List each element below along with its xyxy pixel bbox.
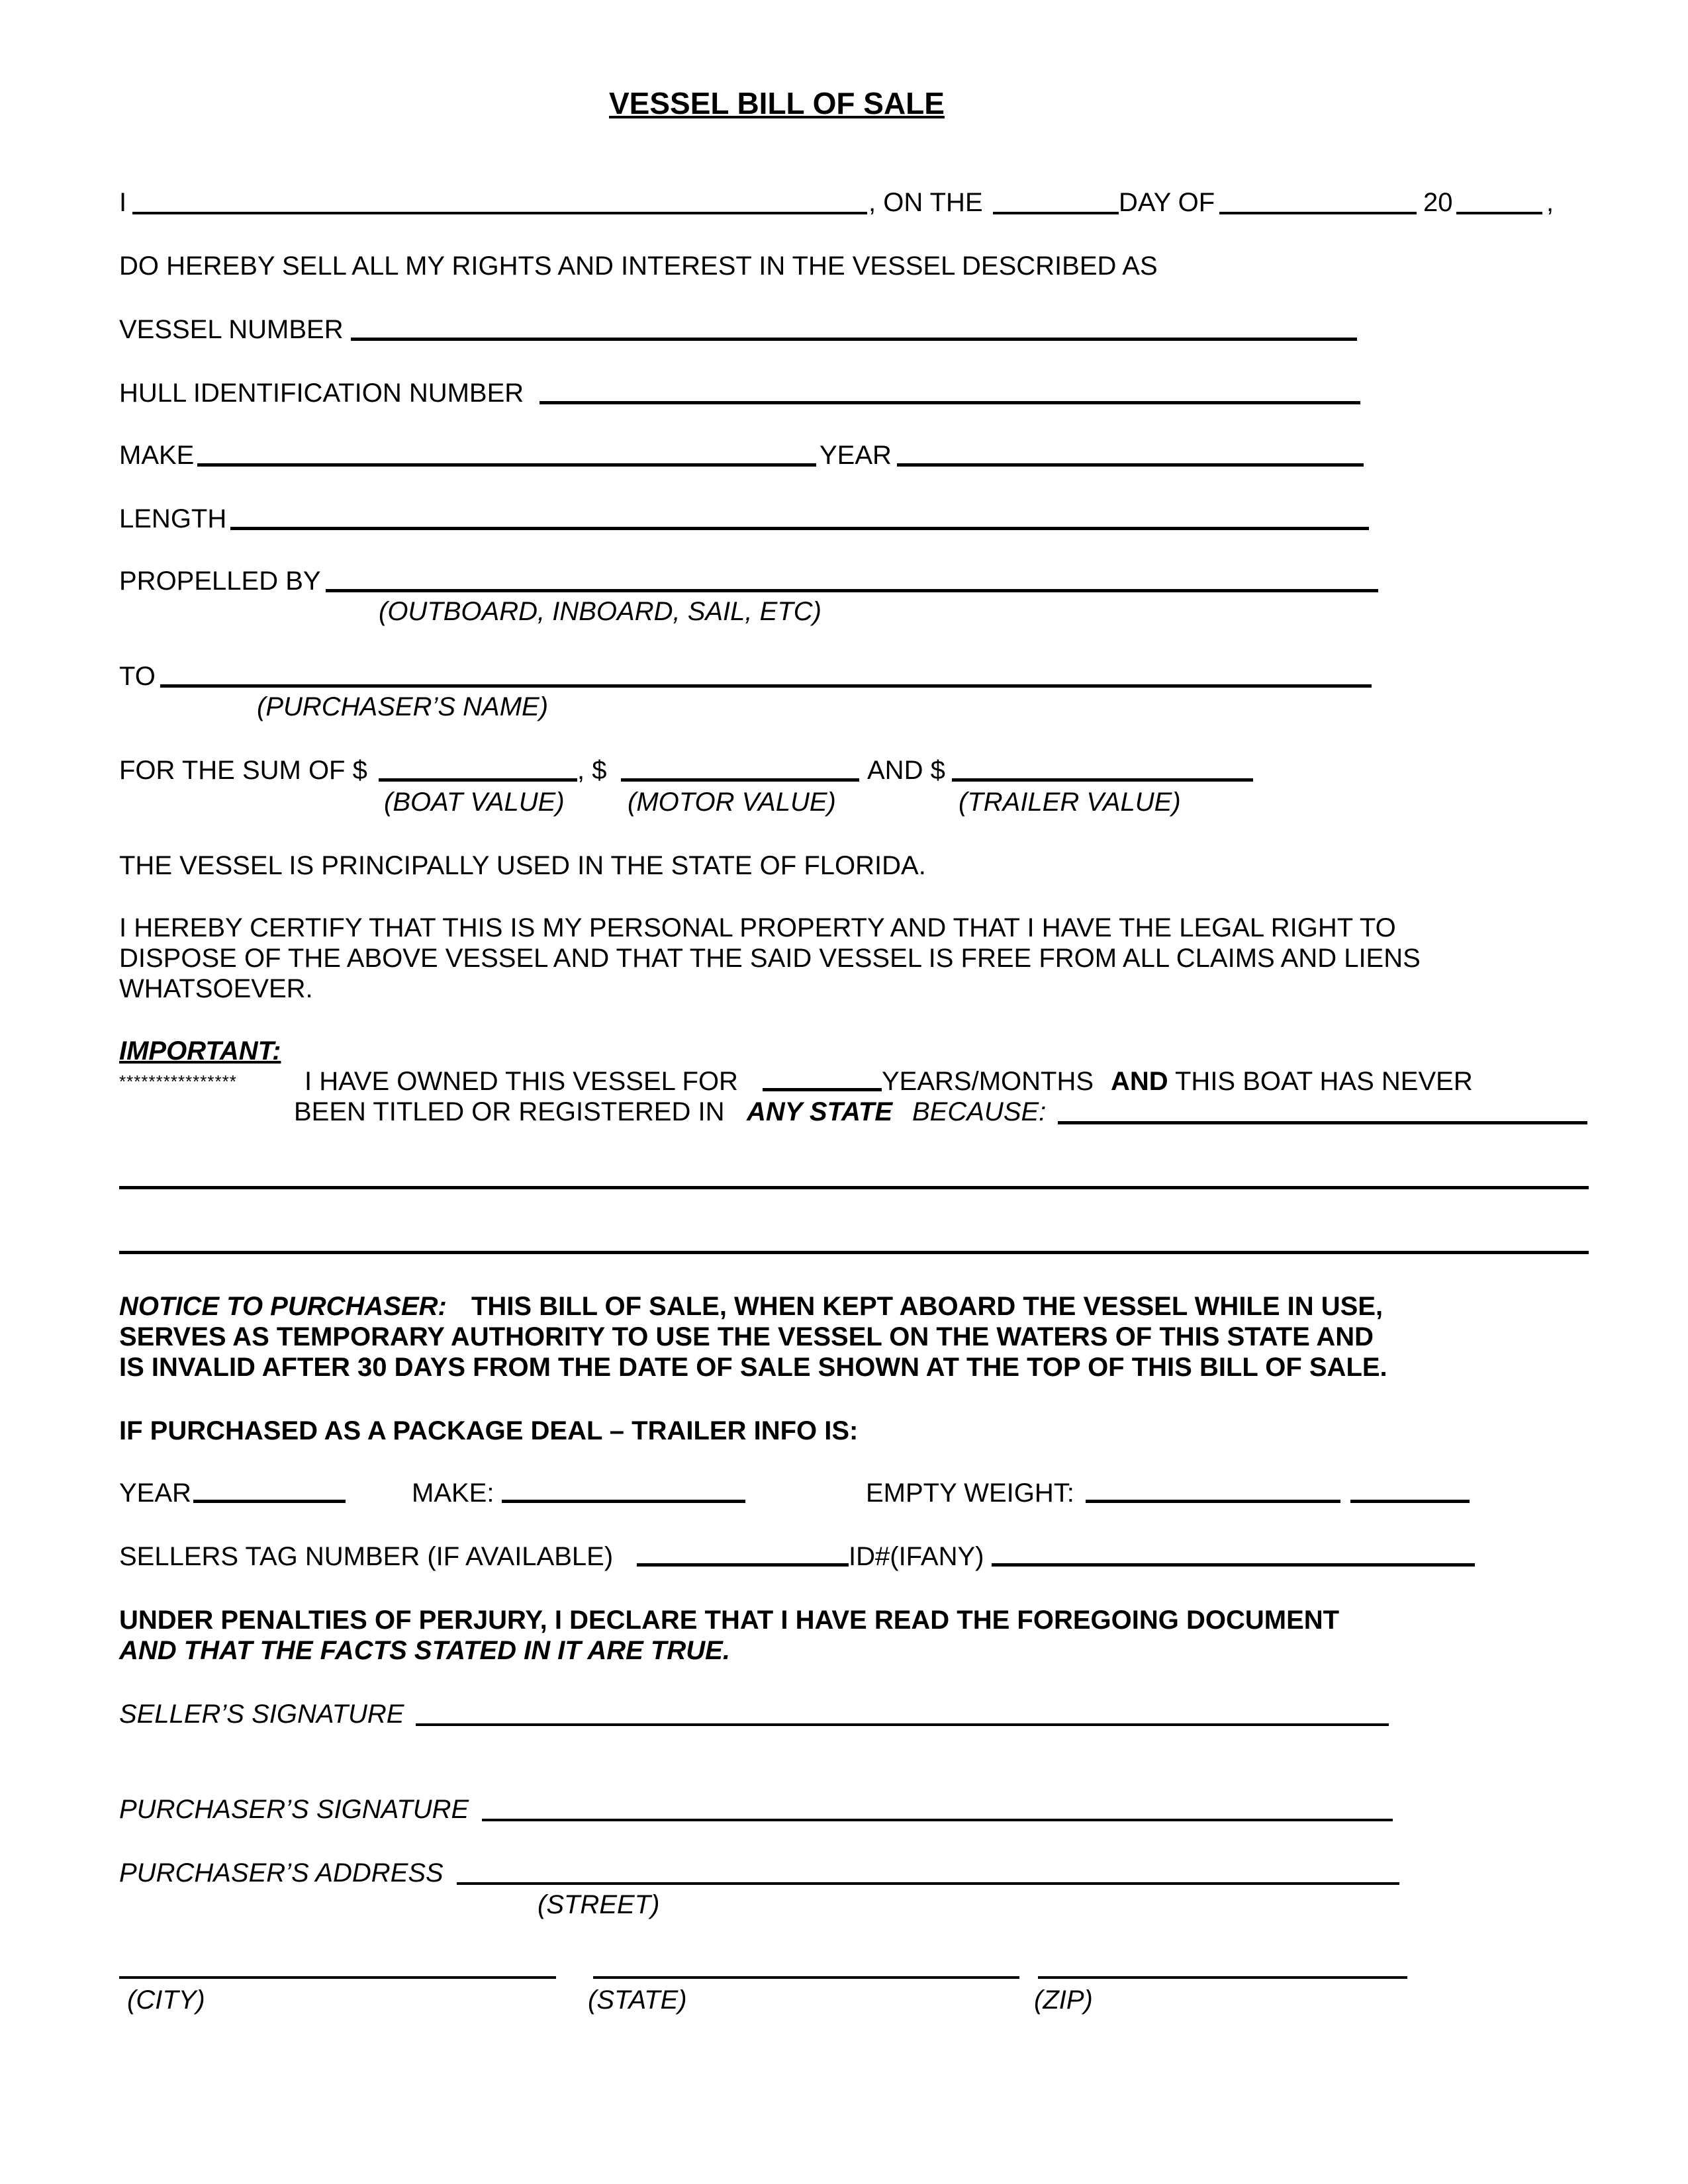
- zip-hint: (ZIP): [1034, 1985, 1093, 2015]
- propelled-by-label: PROPELLED BY: [119, 567, 321, 596]
- sellers-tag-field[interactable]: [637, 1563, 849, 1567]
- seller-prefix-label: I: [119, 188, 127, 217]
- empty-weight-unit-field[interactable]: [1350, 1500, 1470, 1503]
- certify-line-1: I HEREBY CERTIFY THAT THIS IS MY PERSONAL PROPERTY AND THAT I HAVE THE LEGAL RIGHT TO: [119, 913, 1396, 942]
- hereby-sell-text: DO HEREBY SELL ALL MY RIGHTS AND INTEREST IN THE VESSEL DESCRIBED AS: [119, 251, 1158, 281]
- id-field[interactable]: [992, 1563, 1475, 1567]
- year-field[interactable]: [897, 463, 1364, 467]
- package-deal-heading: IF PURCHASED AS A PACKAGE DEAL – TRAILER INFO IS:: [119, 1416, 859, 1445]
- empty-weight-field[interactable]: [1086, 1500, 1340, 1503]
- because-label: BECAUSE:: [912, 1097, 1047, 1126]
- trailer-make-field[interactable]: [502, 1500, 745, 1503]
- boat-value-field[interactable]: [379, 778, 577, 782]
- year-label: YEAR: [820, 441, 892, 470]
- principally-used-text: THE VESSEL IS PRINCIPALLY USED IN THE STATE OF FLORIDA.: [119, 851, 926, 880]
- vessel-number-field[interactable]: [351, 338, 1357, 341]
- vessel-number-label: VESSEL NUMBER: [119, 315, 344, 344]
- owned-for-label: I HAVE OWNED THIS VESSEL FOR: [305, 1067, 738, 1096]
- trailer-year-label: YEAR: [119, 1479, 191, 1508]
- seller-name-field[interactable]: [132, 212, 867, 214]
- length-label: LENGTH: [119, 504, 227, 533]
- purchaser-street-field[interactable]: [457, 1882, 1399, 1885]
- state-hint: (STATE): [588, 1985, 687, 2015]
- motor-value-hint: (MOTOR VALUE): [628, 788, 836, 817]
- purchaser-address-label: PURCHASER’S ADDRESS: [119, 1858, 444, 1888]
- on-the-label: , ON THE: [868, 188, 983, 217]
- purchaser-signature-label: PURCHASER’S SIGNATURE: [119, 1795, 469, 1824]
- length-field[interactable]: [230, 527, 1369, 530]
- motor-value-field[interactable]: [621, 778, 859, 782]
- notice-line-2: SERVES AS TEMPORARY AUTHORITY TO USE THE VESSEL ON THE WATERS OF THIS STATE AND: [119, 1322, 1374, 1351]
- trailer-value-field[interactable]: [952, 778, 1253, 782]
- for-the-sum-label: FOR THE SUM OF $: [119, 756, 367, 785]
- make-field[interactable]: [197, 463, 816, 467]
- purchaser-signature-field[interactable]: [482, 1819, 1393, 1821]
- day-field[interactable]: [993, 212, 1119, 214]
- boat-value-hint: (BOAT VALUE): [384, 788, 565, 817]
- trailer-make-label: MAKE:: [412, 1479, 494, 1508]
- and-dollar-label: AND $: [867, 756, 945, 785]
- comma-dollar-label: , $: [577, 756, 607, 785]
- propelled-by-field[interactable]: [326, 589, 1378, 592]
- year-suffix-field[interactable]: [1456, 212, 1542, 214]
- id-label: ID#(IFANY): [849, 1542, 984, 1571]
- city-hint: (CITY): [127, 1985, 205, 2015]
- state-field[interactable]: [593, 1976, 1019, 1979]
- year-prefix-label: 20: [1423, 188, 1453, 217]
- because-continuation-field-2[interactable]: [119, 1251, 1589, 1254]
- month-field[interactable]: [1219, 212, 1417, 214]
- because-continuation-field-1[interactable]: [119, 1186, 1589, 1189]
- seller-signature-field[interactable]: [416, 1723, 1389, 1726]
- perjury-line-2: AND THAT THE FACTS STATED IN IT ARE TRUE.: [119, 1636, 730, 1665]
- day-of-label: DAY OF: [1119, 188, 1215, 217]
- make-label: MAKE: [119, 441, 195, 470]
- purchaser-name-hint: (PURCHASER’S NAME): [257, 692, 549, 721]
- notice-line-3: IS INVALID AFTER 30 DAYS FROM THE DATE OF SALE SHOWN AT THE TOP OF THIS BILL OF SALE.: [119, 1353, 1387, 1382]
- perjury-line-1: UNDER PENALTIES OF PERJURY, I DECLARE THAT I HAVE READ THE FOREGOING DOCUMENT: [119, 1606, 1340, 1635]
- to-label: TO: [119, 662, 156, 691]
- important-stars: ****************: [119, 1071, 237, 1091]
- owned-duration-field[interactable]: [763, 1088, 882, 1091]
- any-state-label: ANY STATE: [747, 1097, 893, 1126]
- and-label: AND: [1111, 1067, 1168, 1096]
- trailer-year-field[interactable]: [193, 1500, 346, 1503]
- city-field[interactable]: [119, 1976, 556, 1979]
- this-boat-label: THIS BOAT HAS NEVER: [1175, 1067, 1473, 1096]
- trailer-value-hint: (TRAILER VALUE): [959, 788, 1181, 817]
- notice-line-1: THIS BILL OF SALE, WHEN KEPT ABOARD THE VESSEL WHILE IN USE,: [471, 1292, 1383, 1321]
- hull-id-field[interactable]: [539, 401, 1360, 404]
- line1-comma: ,: [1546, 188, 1554, 217]
- years-months-label: YEARS/MONTHS: [882, 1067, 1094, 1096]
- zip-field[interactable]: [1038, 1976, 1407, 1979]
- purchaser-name-field[interactable]: [160, 684, 1372, 688]
- been-titled-label: BEEN TITLED OR REGISTERED IN: [294, 1097, 725, 1126]
- because-field[interactable]: [1058, 1121, 1587, 1124]
- certify-line-3: WHATSOEVER.: [119, 974, 313, 1003]
- certify-line-2: DISPOSE OF THE ABOVE VESSEL AND THAT THE SAID VESSEL IS FREE FROM ALL CLAIMS AND LIENS: [119, 944, 1421, 973]
- notice-label: NOTICE TO PURCHASER:: [119, 1292, 447, 1321]
- seller-signature-label: SELLER’S SIGNATURE: [119, 1700, 404, 1729]
- document-title: VESSEL BILL OF SALE: [609, 86, 945, 120]
- propelled-by-hint: (OUTBOARD, INBOARD, SAIL, ETC): [379, 597, 821, 626]
- sellers-tag-label: SELLERS TAG NUMBER (IF AVAILABLE): [119, 1542, 614, 1571]
- important-label: IMPORTANT:: [119, 1036, 281, 1066]
- hull-id-label: HULL IDENTIFICATION NUMBER: [119, 379, 524, 408]
- empty-weight-label: EMPTY WEIGHT:: [866, 1479, 1074, 1508]
- street-hint: (STREET): [538, 1890, 660, 1919]
